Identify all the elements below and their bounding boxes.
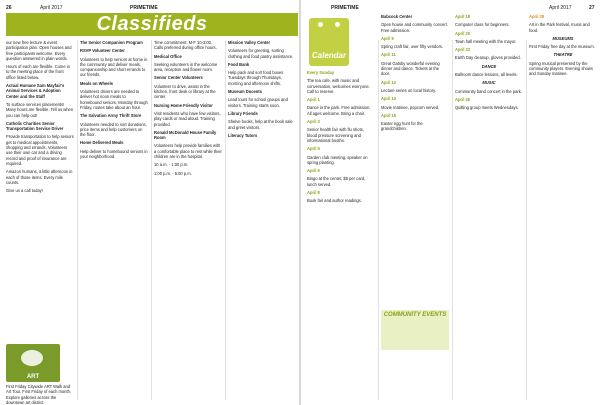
paragraph: Dance in the park. Free admission. All ages welcome. Bring a chair. (307, 105, 371, 116)
art-caption: First Friday Citywide ART Walk and Art Tour. First Friday of each month. Explore galleries across the downtown art district. (6, 384, 71, 404)
paragraph: Open house and community concert. Free admission. (381, 22, 448, 33)
paragraph: Ballroom dance lessons, all levels. (455, 72, 518, 78)
left-col-2 (80, 40, 148, 380)
paragraph: Time commitment: M-F 10-3:00. Calls preferred during office hours. (154, 40, 217, 51)
paragraph: Movie matinee, popcorn served. (381, 104, 440, 110)
ring-icon (335, 22, 340, 27)
left-col-4 (228, 40, 296, 390)
paragraph: Book fair and author readings. (307, 198, 362, 204)
art-label: ART (26, 374, 40, 380)
paragraph: Actual Humane Sam Mayfair's Animal Services & Adoption Center and the Staff (6, 83, 65, 99)
paragraph: Community band concert in the park. (455, 88, 522, 94)
right-page (301, 0, 600, 405)
right-page-number: 27 (589, 5, 595, 11)
paragraph: The Senior Companion Program (80, 40, 143, 45)
paragraph: Bingo at the center, $5 per card, lunch served. (307, 176, 366, 187)
paragraph: 1:00 p.m. - 5:00 p.m. (154, 170, 192, 176)
paragraph: Amazon humans, a little afternoon in each of those items. Every mile counts. (6, 169, 73, 185)
right-col-4 (529, 14, 597, 404)
paragraph: Volunteers to help seniors at home in the community and deliver meals, companionship and short errands to our friends. (80, 56, 148, 78)
dance-heading: DANCE (481, 63, 497, 69)
paragraph: April 18 (455, 14, 471, 19)
paragraph: April 9 (381, 35, 394, 41)
paragraph: Great Gatsby wonderful evening dinner and dance. Tickets at the door. (381, 60, 440, 77)
paragraph: Lead tours for school groups and visitors. Training starts soon. (228, 97, 288, 108)
paragraph: Every Sunday (307, 70, 335, 75)
left-col-1 (6, 40, 74, 340)
column-rule (151, 40, 152, 400)
left-page (0, 0, 299, 405)
paragraph: Earth Day cleanup, gloves provided. (455, 55, 521, 61)
paragraph: April 28 (529, 14, 545, 19)
left-page-number: 26 (6, 5, 12, 11)
paragraph: Library Friends (228, 110, 258, 116)
community-events-box (381, 310, 449, 350)
paragraph: Museum Docents (228, 89, 262, 95)
paragraph: Senior Center Volunteers (154, 75, 203, 81)
paragraph: Food Bank (228, 61, 250, 67)
paragraph: The Salvation Army Thrift Store (80, 113, 142, 119)
column-rule (526, 40, 527, 400)
paragraph: Lecture series on local history. (381, 87, 436, 93)
paragraph: April 3 (307, 119, 320, 125)
paragraph: Visit residents who have few visitors, play cards or read aloud. Training provided. (154, 110, 221, 127)
paragraph: Volunteers drivers are needed to deliver hot noon meals to homebound seniors, Monday through Friday, routes take about an hour. (80, 89, 148, 110)
paragraph: Easter egg hunt for the grandchildren. (381, 121, 423, 132)
paragraph: April 1 (307, 97, 320, 103)
paragraph: Garden club meeting, speaker on spring planting. (307, 154, 368, 165)
theatre-heading: THEATRE (553, 52, 573, 58)
paragraph: Volunteer to drive, assist in the kitchen, front desk or library at the center. (154, 83, 216, 100)
paragraph: RSVP Volunteer Center (80, 48, 125, 54)
right-col-1 (307, 70, 375, 400)
art-caption-block (6, 384, 74, 404)
column-rule (452, 40, 453, 400)
paragraph: Medical Office (154, 53, 182, 59)
left-month: April 2017 (40, 5, 63, 11)
paragraph: Literacy Tutors (228, 132, 258, 138)
paragraph: Shelve books, help at the book sale and greet visitors. (228, 119, 293, 130)
community-events-label: COMMUNITY EVENTS (383, 312, 447, 318)
paragraph: Senior health fair with flu shots, blood pressure screening and informational booths. (307, 127, 364, 143)
paragraph: April 15 (381, 112, 397, 118)
paragraph: April 13 (381, 96, 397, 102)
paragraph: Provide transportation to help seniors get to medical appointments, shopping and errands. Volunteers use their own car and a driving record and proof of insurance are required. (6, 134, 74, 166)
paragraph: Ronald McDonald House Family Room (154, 129, 217, 141)
paragraph: April 12 (381, 79, 397, 85)
paragraph: April 20 (455, 30, 471, 36)
paragraph: Art in the Park festival, music and food. (529, 22, 590, 33)
paragraph: Town hall meeting with the mayor. (455, 38, 517, 44)
paragraph: Volunteers help provide families with a comfortable place to rest while their children are in the hospital. (154, 143, 222, 160)
paragraph: April 6 (307, 168, 320, 174)
paragraph: our new free lecture & event participation plan. Open houses and free participants welcome. Every question answered in plain words. (6, 40, 72, 61)
classifieds-banner: Classifieds (6, 13, 298, 36)
paragraph: To surface services placements! Many hours are flexible. Tell us when you can help out! (6, 101, 74, 118)
art-section-badge (6, 344, 60, 382)
right-col-3 (455, 14, 523, 404)
paragraph: Help deliver to homebound seniors in your neighborhood. (80, 148, 148, 160)
paragraph: April 5 (307, 146, 320, 152)
right-logo: PRIMETIME (331, 5, 359, 11)
paragraph: April 11 (381, 52, 396, 58)
paragraph: Volunteers for greeting, sorting clothing and food pantry assistance. (228, 48, 294, 59)
ring-icon (318, 22, 323, 27)
paragraph: Spring craft fair, over fifty vendors. (381, 44, 444, 50)
paragraph: The tea cafe, with music and conversation, welcomes everyone. Call to reserve. (307, 78, 370, 94)
paragraph: Meals on Wheels (80, 80, 113, 86)
left-col-3 (154, 40, 222, 390)
calendar-badge (309, 18, 349, 66)
music-heading: MUSIC (482, 80, 496, 86)
paragraph: Hours of each are flexible. Come in to the meeting place of the front office listed below. (6, 64, 70, 80)
paragraph: April 8 (307, 190, 320, 196)
museums-heading: MUSEUMS (552, 35, 574, 41)
paragraph: Computer class for beginners. (455, 22, 510, 28)
paragraph: Give us a call today! (6, 188, 43, 194)
right-col-2 (381, 14, 449, 304)
palette-icon (21, 350, 43, 366)
paragraph: Help pack and sort food boxes Tuesdays through Thursdays, morning and afternoon shifts. (228, 70, 284, 86)
paragraph: Mission Valley Center (228, 40, 271, 45)
paragraph: Seeking volunteers in the welcome area, reception and flower room. (154, 61, 218, 73)
paragraph: Home Delivered Meals (80, 140, 124, 146)
paragraph: Quilting group meets Wednesdays. (455, 105, 519, 111)
left-logo: PRIMETIME (130, 5, 158, 11)
column-rule (225, 40, 226, 400)
calendar-title: Calendar (311, 51, 347, 60)
paragraph: Babcock Center (381, 14, 413, 19)
paragraph: First Friday free day at the museum. (529, 44, 595, 50)
paragraph: 10 a.m. - 1:00 p.m. (154, 162, 189, 168)
paragraph: Spring musical presented by the community players. Evening shows and Sunday matinee. (529, 60, 593, 77)
paragraph: April 22 (455, 47, 471, 53)
paragraph: Nursing Home Friendly Visitor (154, 102, 213, 108)
right-month: April 2017 (549, 5, 572, 11)
paragraph: April 26 (455, 96, 471, 102)
column-rule (77, 40, 78, 400)
column-rule (378, 40, 379, 400)
paragraph: Volunteers needed to sort donations, price items and help customers on the floor. (80, 121, 147, 138)
paragraph: Catholic Charities Senior Transportation Service Driver (6, 120, 64, 132)
